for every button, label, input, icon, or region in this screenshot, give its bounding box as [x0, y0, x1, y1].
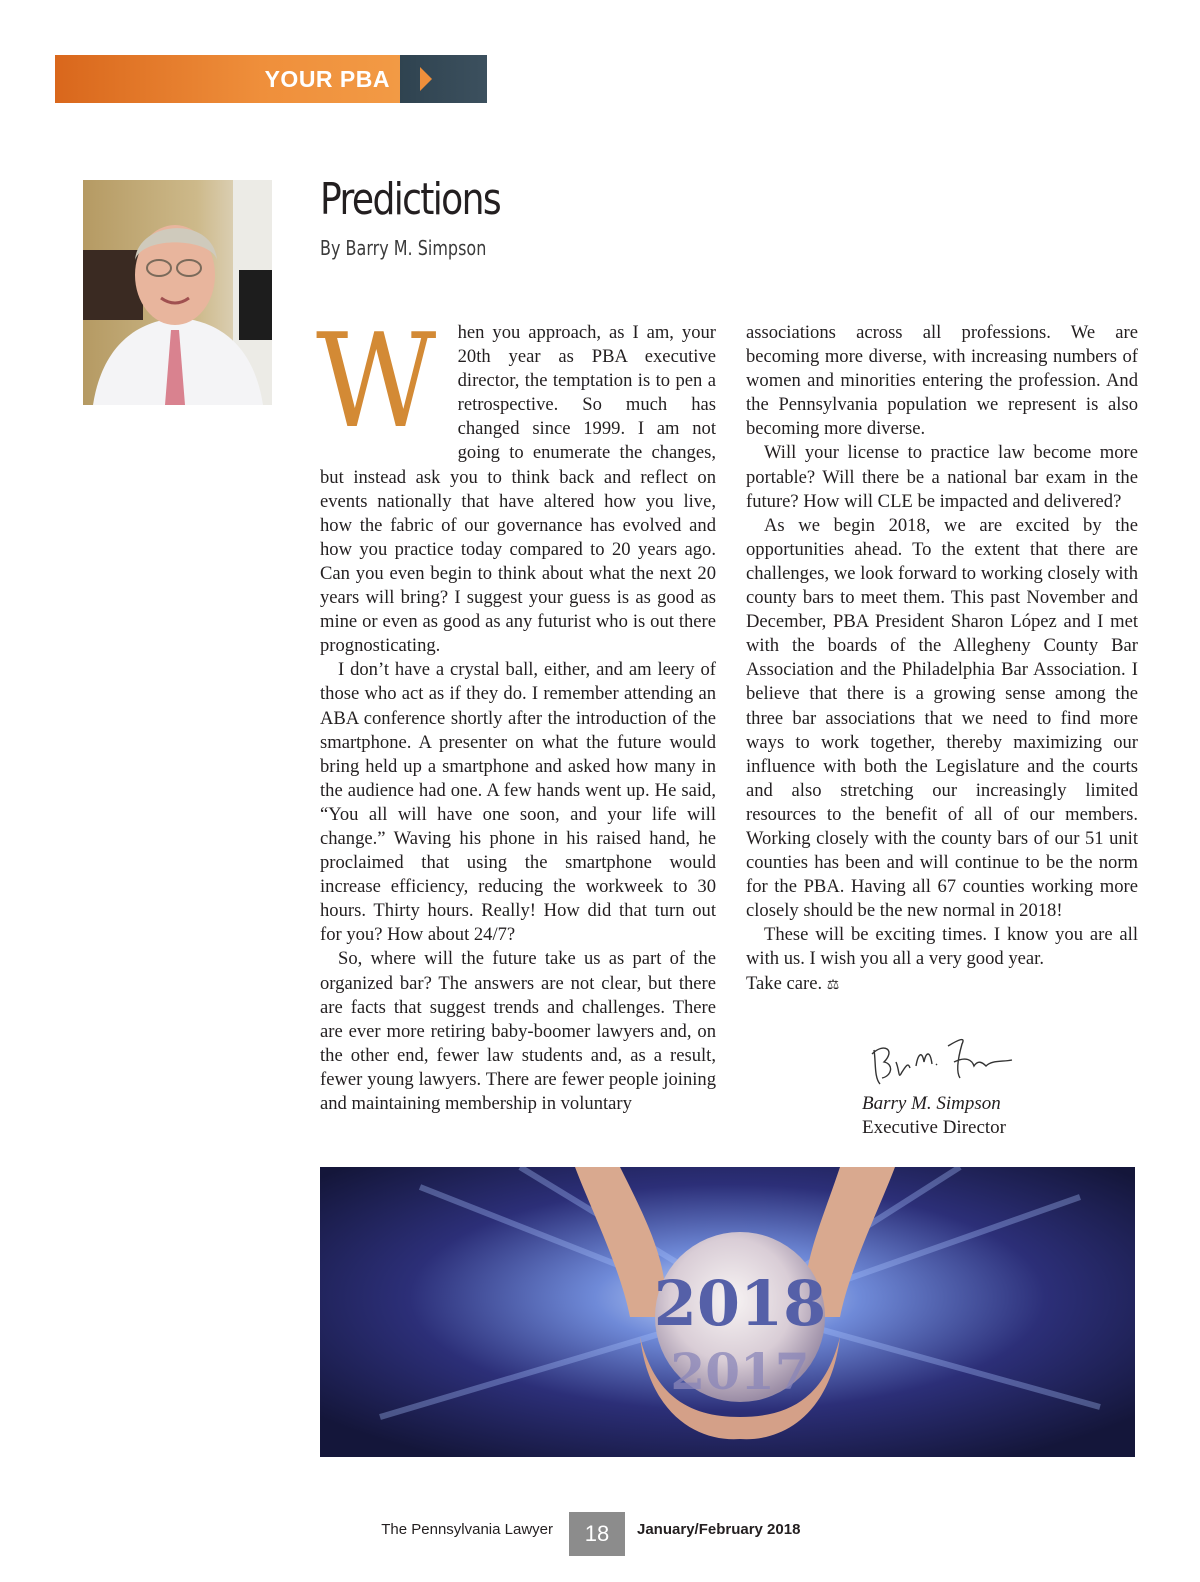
closing-text: Take care.	[746, 972, 823, 994]
banner-year-2018: 2018	[653, 1267, 827, 1340]
paragraph-5: Will your license to practice law become more portable? Will there be a national bar exam in the future? How will CLE be impacted and delivered?	[746, 442, 1138, 512]
signature-block	[862, 1032, 1082, 1140]
section-label: YOUR PBA	[55, 55, 400, 103]
section-header-arrow-box	[400, 55, 487, 103]
drop-cap: W	[316, 305, 437, 457]
paragraph-6: As we begin 2018, we are excited by the opportunities ahead. To the extent that there are challenges, we look forward to working closely with county bars to meet them. This past November and December, PBA President Sharon López and I met with the boards of the Allegheny County Bar Association and the Philadelphia Bar Association. I believe that there is a growing sense among the three bar associations that we need to find more ways to work together, thereby maximizing our influence with both the Legislature and the courts and also stretching our increasingly limited resources to the benefit of all of our members. Working closely with the county bars of our 51 unit counties has been and will continue to be the norm for the PBA. Having all 67 counties working more closely should be the new normal in 2018!	[746, 514, 1138, 922]
paragraph-3: So, where will the future take us as part of the organized bar? The answers are not clear, but there are facts that suggest trends and challenges. There are ever more retiring baby-boomer lawyers and, on the other end, fewer law students and, as a result, fewer young lawyers. There are fewer people joining and maintaining membership in voluntary	[320, 948, 716, 1114]
play-arrow-icon	[420, 67, 432, 91]
paragraph-7: These will be exciting times. I know you are all with us. I wish you all a very good year.	[746, 924, 1138, 970]
page-number: 18	[569, 1512, 625, 1556]
paragraph-4: associations across all professions. We are becoming more diverse, with increasing numbers of women and minorities entering the profession. And the Pennsylvania population we represent is also becoming more diverse.	[746, 322, 1138, 440]
paragraph-2: I don’t have a crystal ball, either, and am leery of those who act as if they do. I remember attending an ABA conference shortly after the introduction of the smartphone. A presenter on what the future would bring held up a smartphone and asked how many in the audience had one. A few hands went up. He said, “You all will have one soon, and your life will change.” Waving his phone in his raised hand, he proclaimed that using the smartphone would increase efficiency, reducing the workweek to 30 hours. Thirty hours. Really! How did that turn out for you? How about 24/7?	[320, 659, 716, 946]
signature-title: Executive Director	[862, 1117, 1007, 1138]
article-byline: By Barry M. Simpson	[320, 236, 487, 260]
closing-line	[746, 972, 1138, 998]
footer-issue: January/February 2018	[637, 1521, 801, 1538]
paragraph-1: hen you approach, as I am, your 20th year as PBA executive director, the temptation is to pen a retrospective. So much has changed since 1999. I am not going to enumerate the changes, but instead ask you to think back and reflect on events nationally that have altered how you live, how the fabric of our governance has evolved and how you practice today compared to 20 years ago. Can you even begin to think about what the next 20 years will bring? I suggest your guess is as good as mine or even as good as any futurist who is out there prognosticating.	[320, 322, 716, 657]
signature-name: Barry M. Simpson	[862, 1093, 1001, 1114]
section-header-tab	[55, 55, 487, 103]
author-photo	[83, 180, 272, 405]
handwritten-signature	[862, 1032, 1022, 1092]
scales-of-justice-icon: ⚖	[826, 977, 840, 993]
article-title: Predictions	[320, 174, 501, 225]
article-column-1	[316, 305, 716, 1116]
banner-year-2017: 2017	[670, 1342, 810, 1401]
footer-publication: The Pennsylvania Lawyer	[381, 1521, 553, 1538]
crystal-ball-banner-image	[320, 1167, 1135, 1457]
article-column-2	[746, 321, 1138, 998]
